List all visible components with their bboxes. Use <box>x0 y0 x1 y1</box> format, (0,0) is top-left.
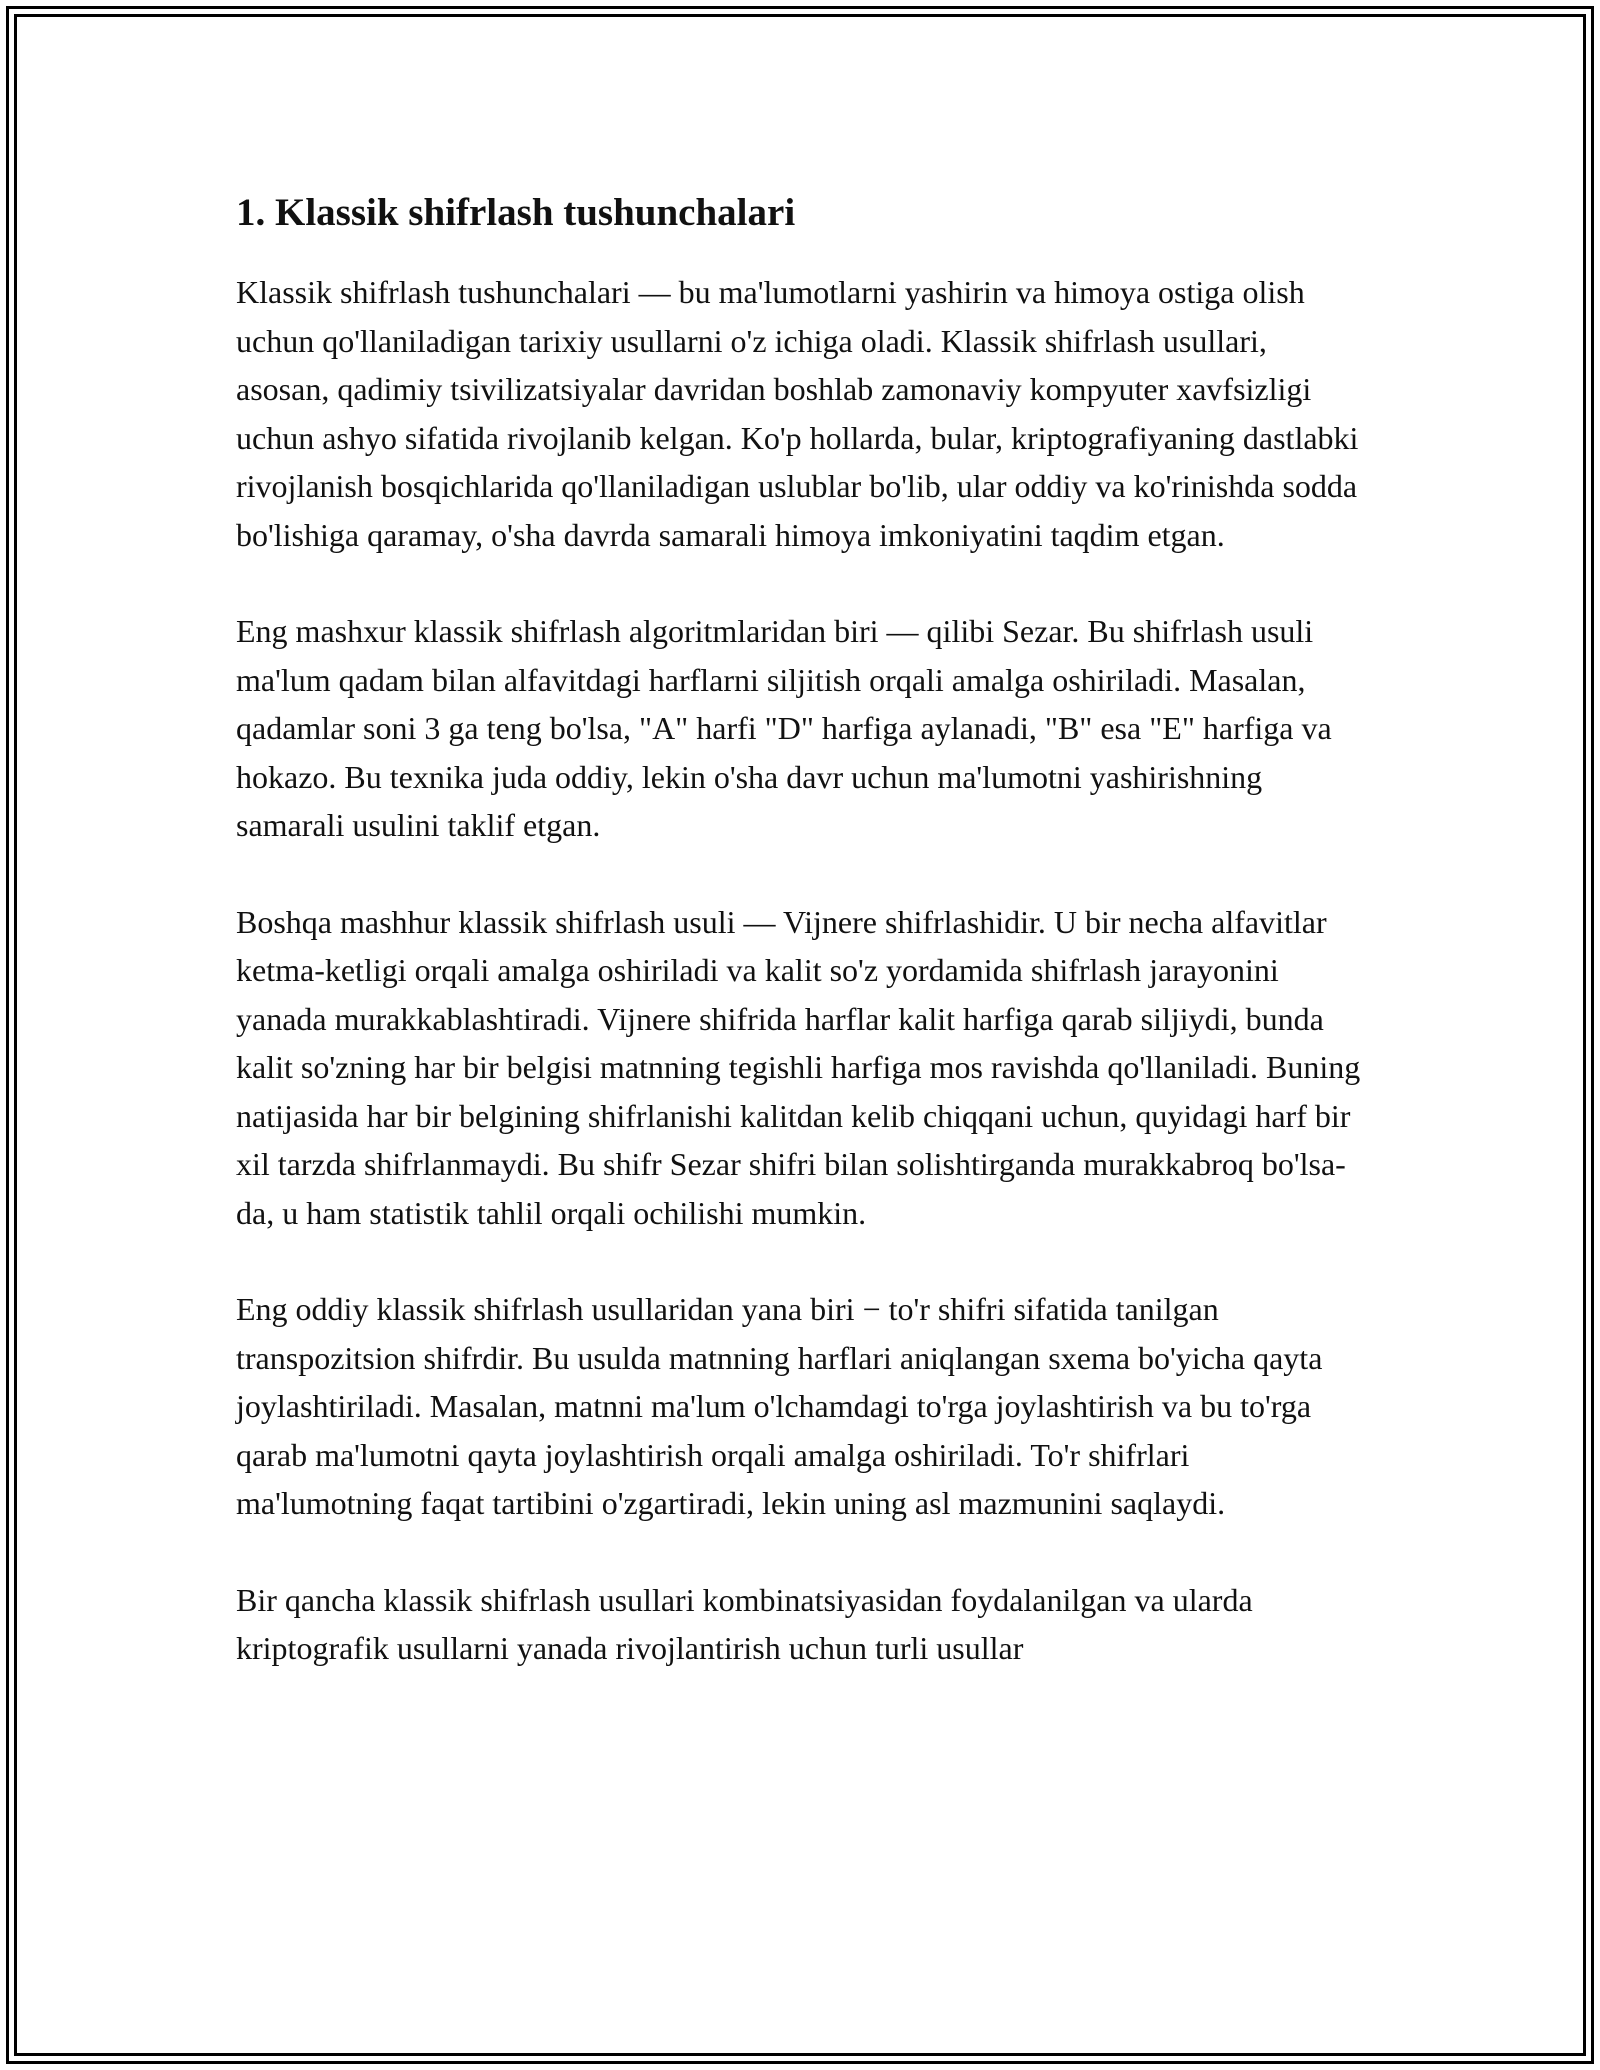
paragraph-combinations: Bir qancha klassik shifrlash usullari kombinatsiyasidan foydalanilgan va ularda kriptografik usullarni yanada rivojlantirish uchun turli usullar <box>236 1581 1253 1666</box>
paragraph-vigenere-cipher: Boshqa mashhur klassik shifrlash usuli — Vijnere shifrlashidir. U bir necha alfavitlar ketma-ketligi orqali amalga oshiriladi va kalit so'z yordamida shifrlash jarayonini yanada murakkablashtiradi. Vijnere shifrida harflar kalit harfiga qarab siljiydi, bunda kalit so'zning har bir belgisi matnning tegishli harfiga mos ravishda qo'llaniladi. Buning natijasida har bir belgining shifrlanishi kalitdan kelib chiqqani uchun, quyidagi harf bir xil tarzda shifrlanmaydi. Bu shifr Sezar shifri bilan solishtirganda murakkabroq bo'lsa-da, u ham statistik tahlil orqali ochilishi mumkin. <box>236 903 1361 1231</box>
document-body <box>236 188 1366 1721</box>
section-heading: 1. Klassik shifrlash tushunchalari <box>236 191 796 234</box>
paragraph-caesar-cipher: Eng mashxur klassik shifrlash algoritmlaridan biri — qilibi Sezar. Bu shifrlash usuli ma'lum qadam bilan alfavitdagi harflarni siljitish orqali amalga oshiriladi. Masalan, qadamlar soni 3 ga teng bo'lsa, "A" harfi "D" harfiga aylanadi, "B" esa "E" harfiga va hokazo. Bu texnika juda oddiy, lekin o'sha davr uchun ma'lumotni yashirishning samarali usulini taklif etgan. <box>236 613 1332 843</box>
paragraph-transposition-cipher: Eng oddiy klassik shifrlash usullaridan yana biri − to'r shifri sifatida tanilgan transpozitsion shifrdir. Bu usulda matnning harflari aniqlangan sxema bo'yicha qayta joylashtiriladi. Masalan, matnni ma'lum o'lchamdagi to'rga joylashtirish va bu to'rga qarab ma'lumotni qayta joylashtirish orqali amalga oshiriladi. To'r shifrlari ma'lumotning faqat tartibini o'zgartiradi, lekin uning asl mazmunini saqlaydi. <box>236 1291 1323 1521</box>
paragraph-intro: Klassik shifrlash tushunchalari — bu ma'lumotlarni yashirin va himoya ostiga olish uchun qo'llaniladigan tarixiy usullarni o'z ichiga oladi. Klassik shifrlash usullari, asosan, qadimiy tsivilizatsiyalar davridan boshlab zamonaviy kompyuter xavfsizligi uchun ashyo sifatida rivojlanib kelgan. Ko'p hollarda, bular, kriptografiyaning dastlabki rivojlanish bosqichlarida qo'llaniladigan uslublar bo'lib, ular oddiy va ko'rinishda sodda bo'lishiga qaramay, o'sha davrda samarali himoya imkoniyatini taqdim etgan. <box>236 274 1359 553</box>
